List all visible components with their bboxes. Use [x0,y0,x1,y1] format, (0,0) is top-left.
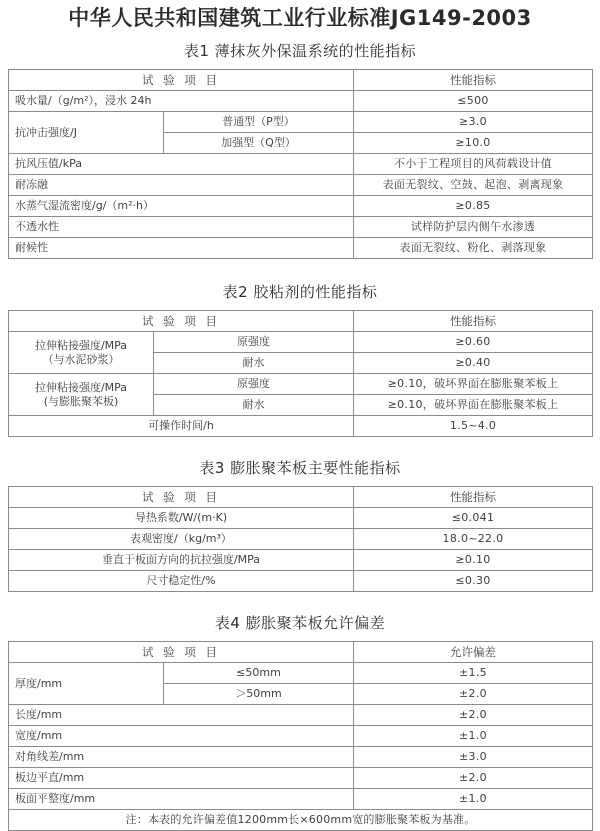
row-value: ≥0.10，破坏界面在膨胀聚苯板上 [354,374,593,395]
table3-caption: 表3 膨胀聚苯板主要性能指标 [199,459,401,477]
row-sub-label: 原强度 [154,332,354,353]
row-value: ≥10.0 [354,133,593,154]
row-value: ±1.5 [354,663,593,684]
table-row [9,374,593,395]
row-value: 表面无裂纹、粉化、剥落现象 [354,238,593,259]
column-header-test-item: 试 验 项 目 [9,642,354,663]
document-page [0,5,600,826]
row-sub-label: ≤50mm [164,663,354,684]
table-row [9,789,593,810]
table-header-row [9,311,593,332]
table-row [9,416,593,437]
row-item-label: 抗冲击强度/J [9,112,164,154]
row-sub-label: 普通型（P型） [164,112,354,133]
row-sub-label: 耐水 [154,353,354,374]
row-value: ≤0.041 [354,508,593,529]
row-item-label: 板边平直/mm [9,768,354,789]
row-value: ±2.0 [354,705,593,726]
row-value: ≥0.10 [354,550,593,571]
table-note-row [9,810,593,831]
column-header-performance-index: 性能指标 [354,70,593,91]
column-header-test-item: 试 验 项 目 [9,70,354,91]
row-item-label: 厚度/mm [9,663,164,705]
row-value: ±2.0 [354,684,593,705]
table-row [9,238,593,259]
row-sub-label: 加强型（Q型） [164,133,354,154]
row-value: ≥3.0 [354,112,593,133]
row-item-label: 尺寸稳定性/% [9,571,354,592]
table-row [9,529,593,550]
row-value: ≤0.30 [354,571,593,592]
row-item-label: 对角线差/mm [9,747,354,768]
row-item-label: 垂直于板面方向的抗拉强度/MPa [9,550,354,571]
table-row [9,154,593,175]
table-row [9,196,593,217]
row-item-label: 耐候性 [9,238,354,259]
row-value: 不小于工程项目的风荷载设计值 [354,154,593,175]
row-value: ≥0.10，破坏界面在膨胀聚苯板上 [354,395,593,416]
column-header-performance-index: 性能指标 [354,311,593,332]
table-row [9,217,593,238]
row-item-label: 长度/mm [9,705,354,726]
row-value: ±2.0 [354,768,593,789]
row-item-label: 吸水量/（g/m²），浸水 24h [9,91,354,112]
table-note: 注：本表的允许偏差值1200mm长×600mm宽的膨胀聚苯板为基准。 [9,810,593,831]
row-value: ≥0.85 [354,196,593,217]
table-row [9,91,593,112]
table-header-row [9,642,593,663]
table-4 [8,641,593,831]
row-item-line2: （与水泥砂浆） [42,352,120,366]
table-2 [8,310,593,437]
table-row [9,768,593,789]
row-item-label: 导热系数/W/(m·K) [9,508,354,529]
table-1 [8,69,593,259]
row-item-label: 板面平整度/mm [9,789,354,810]
column-header-performance-index: 性能指标 [354,487,593,508]
row-item-line1: 拉伸粘接强度/MPa [34,380,128,394]
row-sub-label: 原强度 [154,374,354,395]
row-value: ≤500 [354,91,593,112]
table-row [9,508,593,529]
table-row [9,112,593,133]
table-row [9,726,593,747]
row-item-label: 表观密度/（kg/m³） [9,529,354,550]
row-item-label: 水蒸气湿流密度/g/（m²·h） [9,196,354,217]
row-sub-label: ＞50mm [164,684,354,705]
table-3 [8,486,593,592]
table-row [9,705,593,726]
row-value: 18.0~22.0 [354,529,593,550]
row-value: ≥0.40 [354,353,593,374]
row-value: ±1.0 [354,789,593,810]
table-header-row [9,70,593,91]
row-value: ±3.0 [354,747,593,768]
row-item-line2: (与膨胀聚苯板) [43,394,119,408]
table-row [9,332,593,353]
row-item-line1: 拉伸粘接强度/MPa [34,338,128,352]
row-item-label: 耐冻融 [9,175,354,196]
row-item-label [9,374,154,416]
table-row [9,663,593,684]
table-row [9,747,593,768]
table-row [9,571,593,592]
table-row [9,550,593,571]
row-item-label: 不透水性 [9,217,354,238]
row-item-label [9,332,154,374]
row-value: 试样防护层内侧午水渗透 [354,217,593,238]
column-header-allowable-deviation: 允许偏差 [354,642,593,663]
row-value: ±1.0 [354,726,593,747]
row-item-label: 宽度/mm [9,726,354,747]
row-item-label: 抗风压值/kPa [9,154,354,175]
row-sub-label: 耐水 [154,395,354,416]
table-row [9,175,593,196]
page-title: 中华人民共和国建筑工业行业标准JG149-2003 [68,6,532,30]
row-value: ≥0.60 [354,332,593,353]
table1-caption: 表1 薄抹灰外保温系统的性能指标 [183,42,417,60]
table4-caption: 表4 膨胀聚苯板允许偏差 [214,614,386,632]
column-header-test-item: 试 验 项 目 [9,311,354,332]
row-value: 1.5~4.0 [354,416,593,437]
row-value: 表面无裂纹、空鼓、起泡、剥离现象 [354,175,593,196]
table-header-row [9,487,593,508]
row-item-label: 可操作时间/h [9,416,354,437]
column-header-test-item: 试 验 项 目 [9,487,354,508]
table2-caption: 表2 胶粘剂的性能指标 [222,283,378,301]
